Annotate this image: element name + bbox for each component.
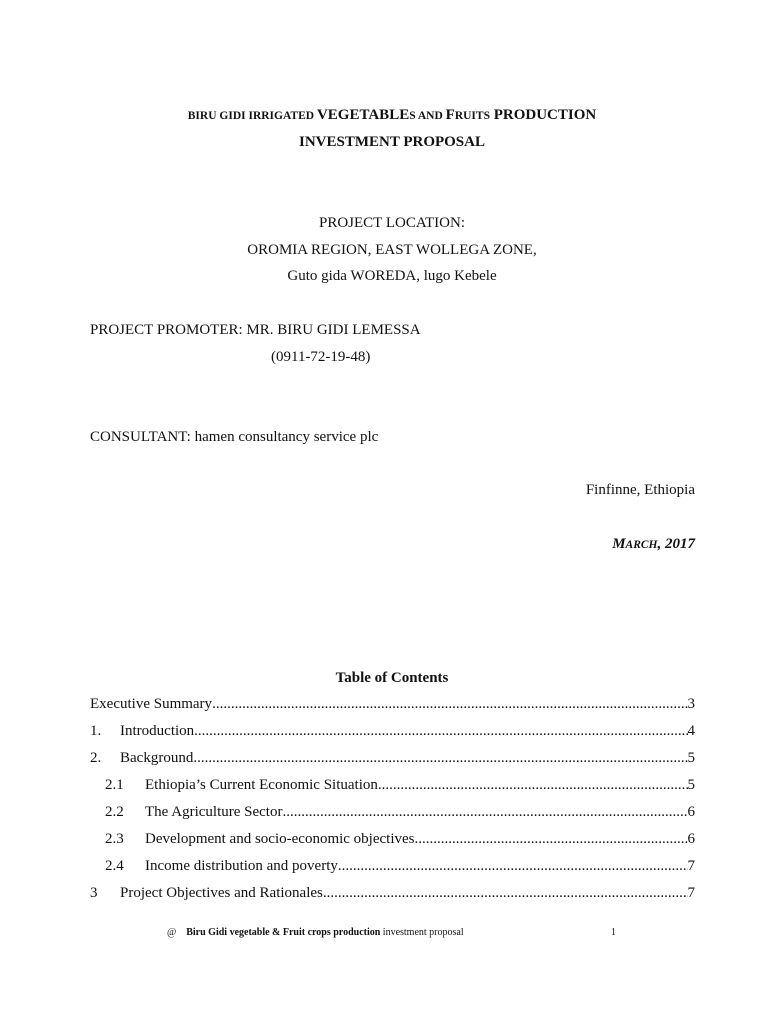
- toc-entry-text: Income distribution and poverty: [145, 858, 338, 874]
- toc-entry[interactable]: [105, 777, 695, 797]
- toc-entry[interactable]: [90, 696, 695, 716]
- toc-entry-page: 7: [687, 885, 695, 901]
- toc-entry[interactable]: [90, 750, 695, 770]
- footer-bold-text: Biru Gidi vegetable & Fruit crops production: [186, 927, 381, 938]
- toc-entry-number: 2.3: [105, 831, 124, 847]
- toc-entry-text: Project Objectives and Rationales: [120, 885, 323, 901]
- toc-entry-text: Development and socio-economic objectives: [145, 831, 415, 847]
- title-segment: VEGETABLE: [316, 107, 410, 123]
- footer-regular-text: investment proposal: [380, 927, 464, 938]
- toc-entry-number: 1.: [90, 723, 102, 739]
- date-segment: ARCH: [625, 539, 658, 551]
- toc-entry-page: 4: [687, 723, 695, 739]
- title-segment: RUITS: [454, 110, 490, 122]
- toc-entry-page: 3: [687, 696, 695, 712]
- toc-entry-page: 7: [687, 858, 695, 874]
- project-location-region: OROMIA REGION, EAST WOLLEGA ZONE,: [247, 242, 537, 258]
- toc-entry-text: Ethiopia’s Current Economic Situation: [145, 777, 378, 793]
- toc-leader-dots: [338, 858, 688, 875]
- cover-title-line2: INVESTMENT PROPOSAL: [298, 134, 485, 150]
- cover-title-line1: [8, 107, 768, 124]
- toc-title: Table of Contents: [335, 670, 449, 686]
- project-location-label: PROJECT LOCATION:: [319, 215, 465, 231]
- date-segment: M: [612, 536, 626, 552]
- project-location-woreda: Guto gida WOREDA, lugo Kebele: [287, 268, 497, 284]
- page-footer: [167, 927, 464, 938]
- toc-leader-dots: [282, 804, 687, 821]
- title-segment: BIRU GIDI IRRIGATED: [187, 110, 317, 122]
- toc-entry[interactable]: [90, 885, 695, 905]
- footer-page-number: 1: [611, 927, 616, 938]
- toc-entry-number: 3: [90, 885, 98, 901]
- toc-leader-dots: [193, 750, 687, 767]
- toc-entry-page: 6: [687, 804, 695, 820]
- title-segment: F: [445, 107, 455, 123]
- toc-entry-number: 2.1: [105, 777, 124, 793]
- consultant: CONSULTANT: hamen consultancy service plc: [90, 429, 379, 445]
- toc-entry-number: 2.2: [105, 804, 124, 820]
- project-promoter: PROJECT PROMOTER: MR. BIRU GIDI LEMESSA: [90, 322, 421, 338]
- document-date: [612, 536, 695, 553]
- toc-entry[interactable]: [105, 804, 695, 824]
- toc-leader-dots: [378, 777, 688, 794]
- toc-entry-text: Executive Summary: [90, 696, 213, 712]
- title-segment: S AND: [409, 110, 446, 122]
- toc-leader-dots: [415, 831, 688, 848]
- toc-entry[interactable]: [105, 831, 695, 851]
- toc-leader-dots: [212, 696, 687, 713]
- toc-entry-text: The Agriculture Sector: [145, 804, 283, 820]
- toc-entry-page: 6: [687, 831, 695, 847]
- toc-entry-text: Introduction: [120, 723, 195, 739]
- toc-entry[interactable]: [105, 858, 695, 878]
- toc-entry-page: 5: [687, 777, 695, 793]
- toc-entry-number: 2.4: [105, 858, 124, 874]
- toc-entry-number: 2.: [90, 750, 102, 766]
- toc-entry-text: Background: [120, 750, 194, 766]
- toc-entry[interactable]: [90, 723, 695, 743]
- toc-entry-page: 5: [687, 750, 695, 766]
- promoter-phone: (0911-72-19-48): [271, 349, 371, 365]
- title-segment: PRODUCTION: [489, 107, 597, 123]
- date-segment: , 2017: [657, 536, 695, 552]
- toc-leader-dots: [323, 885, 688, 902]
- place: Finfinne, Ethiopia: [585, 482, 695, 498]
- footer-symbol: @: [167, 927, 177, 938]
- toc-leader-dots: [194, 723, 687, 740]
